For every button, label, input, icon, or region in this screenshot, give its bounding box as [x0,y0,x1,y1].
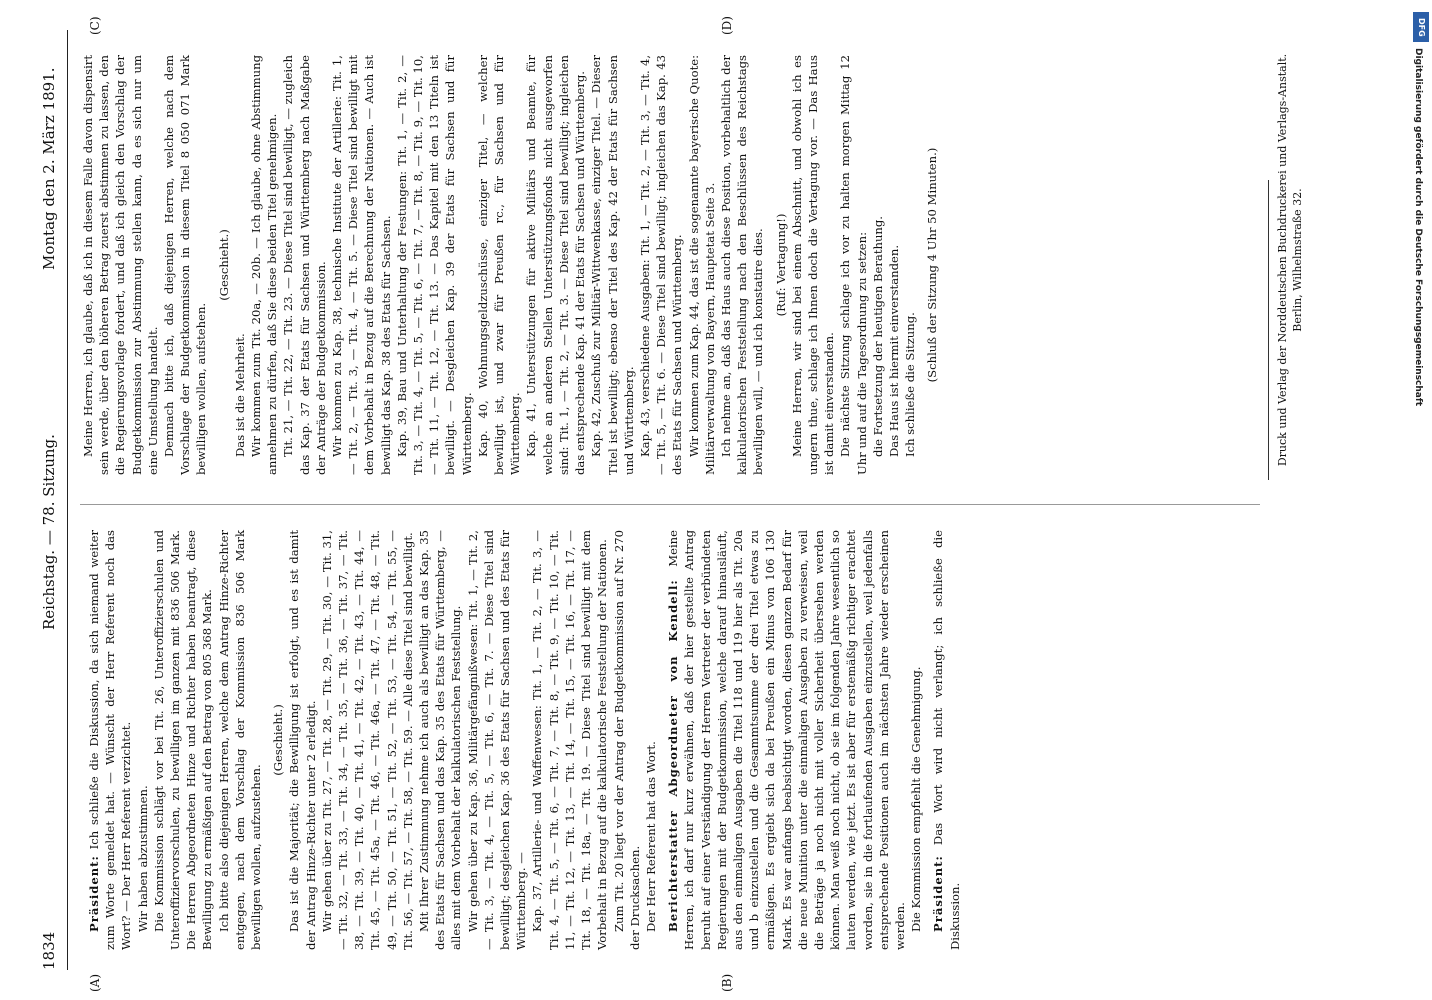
paragraph [151,530,216,950]
paragraph-text: Die Kommission empfiehlt die Genehmigung. [909,666,924,932]
paragraph-text: Wir gehen über zu Kap. 36, Militärgefängnißwesen: Tit. 1, — Tit. 2, — Tit. 3, — Tit. 4, — Tit. 5, — Tit. 6, — Tit. 7. — Diese Titel sind bewilligt; desgleichen Kap. 36 des Etats für Sachsen und des Etats für Württemberg. — [465,530,529,950]
paragraph-text: (Geschieht.) [216,229,231,301]
imprint-rule [1268,180,1269,480]
paragraph-text: Wir gehen über zu Tit. 27, — Tit. 28, — Tit. 29, — Tit. 30, — Tit. 31, — Tit. 32, — Tit. 33, — Tit. 34, — Tit. 35, — Tit. 36, — Tit. 37, — Tit. 38, — Tit. 39, — Tit. 40, — Tit. 41, — Tit. 42, — Tit. 43, — Tit. 44, — Tit. 45, — Tit. 45a, — Tit. 46, — Tit. 46a, — Tit. 47, — Tit. 48, — Tit. 49, — Tit. 50, — Tit. 51, — Tit. 52, — Tit. 53, — Tit. 54, — Tit. 55, — Tit. 56, — Tit. 57, — Tit. 58, — Tit. 59. — Alle diese Titel sind bewilligt. [319,530,415,950]
paragraph [718,55,767,475]
imprint-line-2: Berlin, Wilhelmstraße 32. [1291,188,1304,332]
paragraph-text: (Schluß der Sitzung 4 Uhr 50 Minuten.) [925,147,940,383]
paragraph-text: Demnach bitte ich, daß diejenigen Herren, welche nach dem Vorschlage der Budgetkommission in diesem Titel 8 050 071 Mark bewilligen wollen, aufstehen. [162,55,209,475]
paragraph-text: Zum Tit. 20 liegt vor der Antrag der Budgetkommission auf Nr. 270 der Drucksachen. [611,530,642,950]
paragraph [86,530,135,950]
paragraph [930,530,962,950]
paragraph-text: Tit. 21, — Tit. 22, — Tit. 23. — Diese Titel sind bewilligt, — zugleich das Kap. 37 der Etats für Sachsen und Württemberg nach Maßgabe der Anträge der Budgetkommission. [281,55,328,475]
paragraph [686,55,718,475]
paragraph-text: Ich schließe die Sitzung. [903,312,918,457]
paragraph-text: Das ist die Majorität; die Bewilligung ist erfolgt, und es ist damit der Antrag Hinze-Richter unter 2 erledigt. [287,530,318,950]
paragraph [529,530,610,950]
session-title: Reichstag. — 78. Sitzung. [40,434,58,630]
speaker-name: Präsident: [87,855,101,932]
paragraph-text: Meine Herren, ich darf nur kurz erwähnen, daß der hier gestellte Antrag beruht auf einer Verständigung der Herren Vertreter der verbündeten Regierungen mit der Budgetkommission, welche darauf hinausläuft, aus den einmaligen Ausgaben die Titel 118 und 119 hier als Tit. 20a und b einzustellen und die Gesammtsumme der drei Titel etwas zu ermäßigen. Es ergiebt sich da bei Preußen ein Minus von 106 130 Mark. Es war anfangs beabsichtigt worden, diesen ganzen Bedarf für die neue Munition unter die einmaligen Ausgaben zu verweisen, weil die Beträge ja noch nicht mit voller Sicherheit übersehen werden können. Man weiß noch nicht, ob sie im folgenden Jahre wesentlich so lauten werden, wie jetzt. Es ist aber für erstemäßig richtiger erachtet worden, sie in die fortlaufenden Ausgaben einzustellen, weil jedenfalls entsprechende Positionen auch im nächsten Jahre wieder erscheinen werden. [666,530,907,950]
paragraph-text: Das Wort wird nicht verlangt; ich schließe die Diskussion. [931,530,962,950]
paragraph-text: Ich schließe die Diskussion, da sich niemand weiter zum Worte gemeldet hat. — Wünscht der Herr Referent noch das Wort? — Der Herr Referent verzichtet. [87,530,134,950]
paragraph [216,55,232,475]
paragraph [773,55,789,475]
right-text-column [80,55,941,475]
paragraph [643,530,659,950]
paragraph-text: Kap. 37, Artillerie- und Waffenwesen: Tit. 1, — Tit. 2, — Tit. 3, — Tit. 4, — Tit. 5, — Tit. 6, — Tit. 7, — Tit. 8, — Tit. 9, — Tit. 10, — Tit. 11, — Tit. 12, — Tit. 13, — Tit. 14, — Tit. 15, — Tit. 16, — Tit. 17, — Tit. 18, — Tit. 18a, — Tit. 19. — Diese Titel sind bewilligt mit dem Vorbehalt in Bezug auf die kalkulatorische Feststellung der Nationen. [530,530,610,950]
paragraph [789,55,838,475]
margin-marker-c: (C) [88,16,102,35]
dfg-logo: DFG [1413,12,1429,42]
paragraph [319,530,416,950]
session-date: Montag den 2. März 1891. [40,67,58,270]
paragraph-text: Kap. 41, Unterstützungen für aktive Militärs und Beamte, für welche an anderen Stellen Unterstützungsfonds nicht ausgeworfen sind: Tit. 1, — Tit. 2, — Tit. 3. — Diese Titel sind bewilligt; ingleichen das entsprechende Kap. 41 der Etats für Sachsen und Württemberg. [524,55,588,475]
page-header [40,30,68,970]
imprint-line-1: Druck und Verlag der Norddeutschen Buchdruckerei und Verlags-Anstalt. [1276,53,1289,467]
paragraph [637,55,686,475]
paragraph [475,55,524,475]
paragraph [416,530,465,950]
paragraph [886,55,902,475]
paragraph-text: Die Kommission schlägt vor bei Tit. 26, Unteroffizierschulen und Unteroffiziervorschulen, zu bewilligen im ganzen mit 836 506 Mark. Die Herren Abgeordneten Hinze und Richter haben beantragt, diese Bewilligung zu ermäßigen auf den Betrag von 805 368 Mark. [151,530,215,950]
left-text-column [80,530,963,950]
paragraph-text: (Ruf: Vertagung!) [773,213,788,317]
paragraph [280,55,329,475]
paragraph [908,530,924,950]
paragraph [588,55,637,475]
paragraph-text: Kap. 40, Wohnungsgeldzuschüsse, einziger Titel, — welcher bewilligt ist, und zwar für Preußen rc., für Sachsen und für Württemberg. [475,55,523,475]
paragraph-text: Meine Herren, ich glaube, daß ich in diesem Falle davon dispensirt sein werde, über den höheren Betrag zuerst abstimmen zu lassen, den die Regierungsvorlage fordert, und daß ich gleich den Vorschlag der Budgetkommission zur Abstimmung stellen kann, da es sich nur um eine Umstellung handelt. [81,55,160,475]
paragraph-text: Wir kommen zum Tit. 20a, — 20b. — Ich glaube, ohne Abstimmung annehmen zu dürfen, daß Sie diese beiden Titel genehmigen. [249,55,280,475]
paragraph [394,55,475,475]
paragraph [523,55,588,475]
column-divider [80,504,1260,505]
margin-marker-b: (B) [720,973,734,992]
paragraph-text: Das Haus ist hiermit einverstanden. [886,244,901,457]
paragraph [870,55,886,475]
paragraph [902,55,918,475]
paragraph [665,530,908,950]
printer-imprint [1275,40,1305,480]
digitization-sidebar [1410,8,1432,992]
paragraph [837,55,869,475]
paragraph-text: (Geschieht.) [271,704,286,776]
paragraph [248,55,280,475]
paragraph [286,530,318,950]
paragraph [161,55,210,475]
paragraph-text: Ich bitte also diejenigen Herren, welche dem Antrag Hinze-Richter entgegen, nach dem Vorschlag der Kommission 836 506 Mark bewilligen wollen, aufzustehen. [216,530,264,950]
paragraph-text: Wir haben abzustimmen. [135,785,150,932]
paragraph [465,530,530,950]
page-number: 1834 [40,931,58,970]
paragraph-text: Wir kommen zum Kap. 44, das ist die sogenannte bayerische Quote: Militärverwaltung von Bayern, Hauptetat Seite 3. [686,55,717,475]
paragraph-text: die Fortsetzung der heutigen Berathung. [870,216,885,457]
paragraph-text: Kap. 42, Zuschuß zur Militär-Wittwenkasse, einziger Titel. — Dieser Titel ist bewilligt; ebenso der Titel des Kap. 42 der Etats für Sachsen und Württemberg. [589,55,636,475]
paragraph-text: Kap. 39, Bau und Unterhaltung der Festungen: Tit. 1, — Tit. 2, — Tit. 3, — Tit. 4, — Tit. 5, — Tit. 6, — Tit. 7, — Tit. 8, — Tit. 9, — Tit. 10, — Tit. 11, — Tit. 12, — Tit. 13. — Das Kapitel mit den 13 Titeln ist bewilligt. — Desgleichen Kap. 39 der Etats für Sachsen und für Württemberg. [394,55,474,475]
speaker-name: Präsident: [931,855,946,932]
paragraph [924,55,940,475]
header-rule [67,30,68,970]
paragraph [270,530,286,950]
paragraph [611,530,643,950]
paragraph-text: Kap. 43, verschiedene Ausgaben: Tit. 1, — Tit. 2, — Tit. 3, — Tit. 4, — Tit. 5, — Tit. 6. — Diese Titel sind bewilligt; ingleichen das Kap. 43 des Etats für Sachsen und Württemberg. [637,55,685,475]
paragraph-text: Mit Ihrer Zustimmung nehme ich auch als bewilligt an das Kap. 35 des Etats für Sachsen und das Kap. 35 des Etats für Württemberg, — alles mit dem Vorbehalt der kalkulatorischen Feststellung. [417,530,464,950]
paragraph-text: Der Herr Referent hat das Wort. [643,741,658,932]
paragraph-text: Die nächste Sitzung schlage ich vor zu halten morgen Mittag 12 Uhr und auf die Tagesordnung zu setzen: [838,55,869,475]
digitization-note: Digitalisierung gefördert durch die Deutsche Forschungsgemeinschaft [1413,48,1423,407]
margin-marker-d: (D) [720,16,734,35]
paragraph-text: Das ist die Mehrheit. [232,333,247,457]
paragraph [135,530,151,950]
paragraph [329,55,394,475]
paragraph-text: Wir kommen zu Kap. 38, technische Institute der Artillerie: Tit. 1, — Tit. 2, — Tit. 3, — Tit. 4, — Tit. 5. — Diese Titel sind bewilligt mit dem Vorbehalt in Bezug auf die Berechnung der Nationen. — Auch ist bewilligt das Kap. 38 des Etats für Sachsen. [330,55,393,475]
margin-marker-a: (A) [88,973,102,992]
speaker-name: Berichterstatter Abgeordneter von Kendell: [666,579,681,932]
paragraph-text: Ich nehme an, daß das Haus auch diese Position, vorbehaltlich der kalkulatorischen Feststellung nach den Beschlüssen des Reichstags bewilligen will, — und ich konstatire dies. [718,55,766,475]
paragraph-text: Meine Herren, wir sind bei einem Abschnitt, und obwohl ich es ungern thue, schlage ich Ihnen doch die Vertagung vor. — Das Haus ist damit einverstanden. [789,55,837,475]
paragraph [80,55,161,475]
paragraph [232,55,248,475]
paragraph [216,530,265,950]
